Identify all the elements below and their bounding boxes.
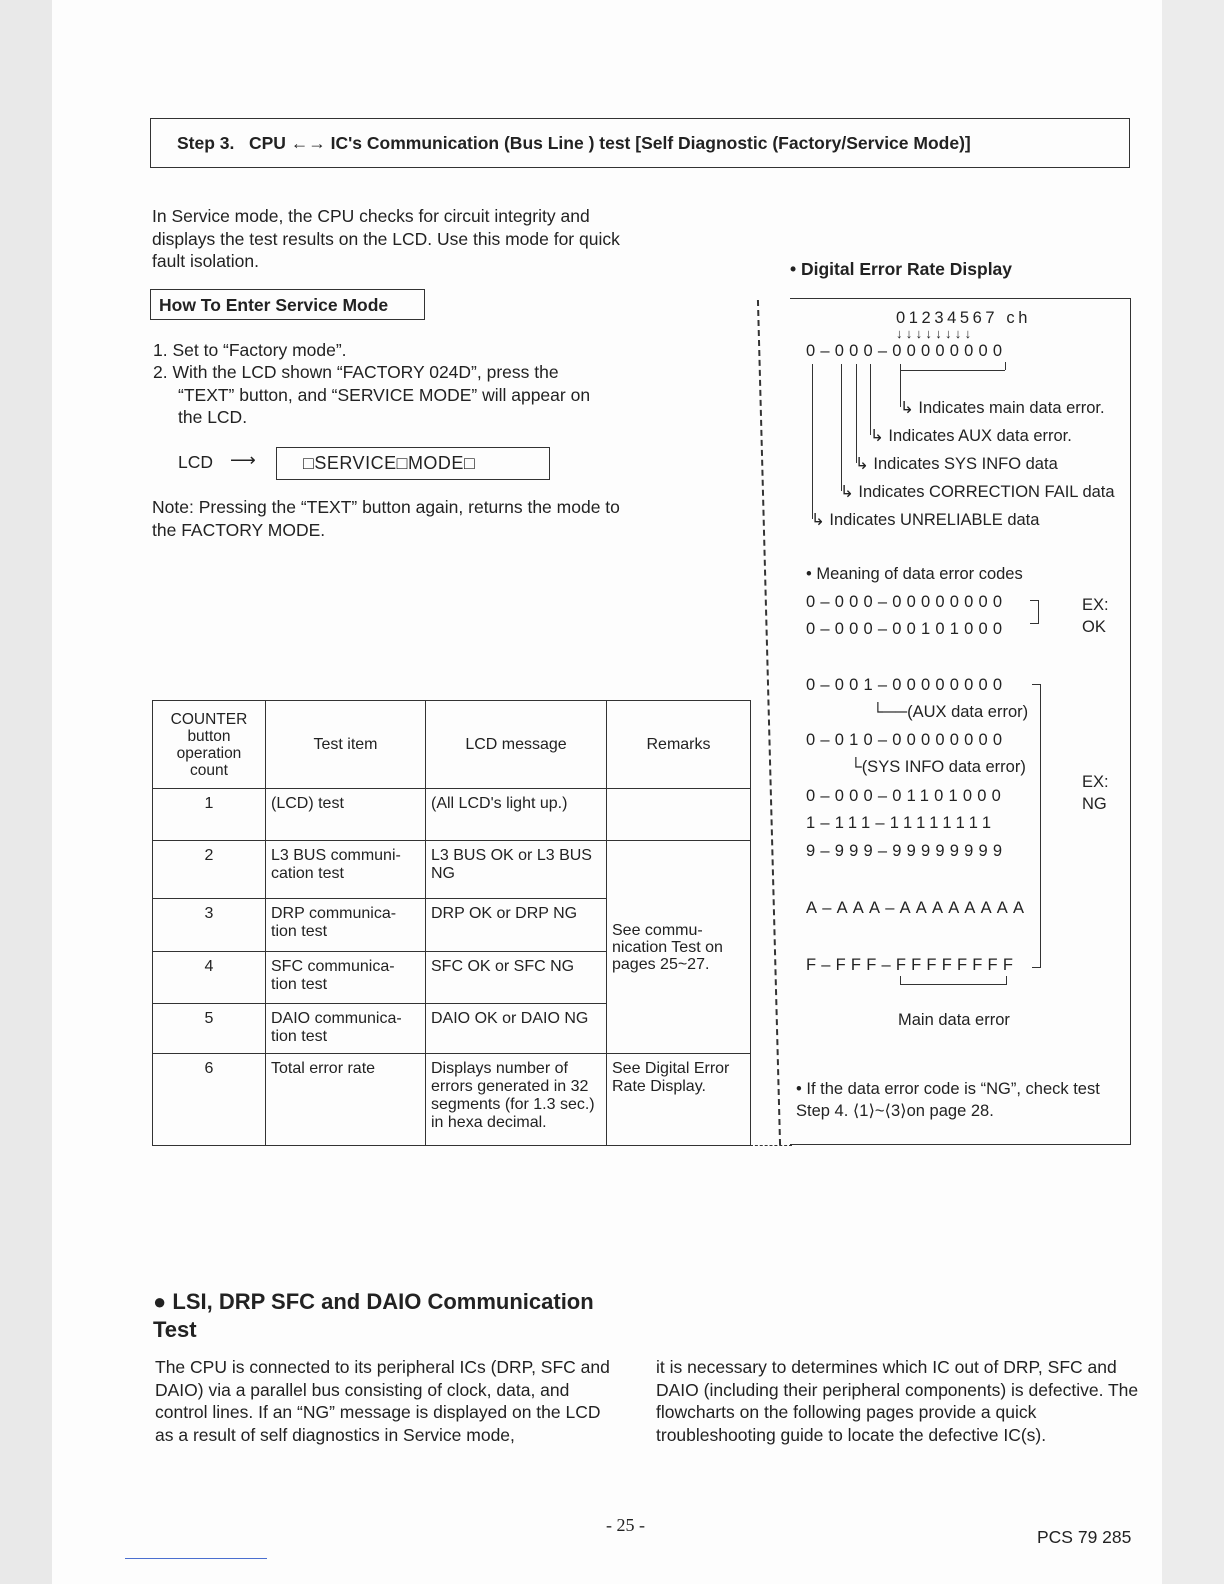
ng-code: 0–001–00000000 (806, 676, 1008, 694)
enter-heading: How To Enter Service Mode (159, 295, 389, 315)
ng-code: A–AAA–AAAAAAAA (806, 899, 1030, 917)
indicates-main: ↳ Indicates main data error. (900, 399, 1105, 417)
intro-text: In Service mode, the CPU checks for circuit integrity and displays the test results on the LCD. Use this mode for quick fault isolation. (152, 206, 620, 271)
code-format: 0–000–00000000 (806, 342, 1008, 360)
merged-remark: See commu-nication Test on pages 25~27. (607, 841, 751, 1054)
section-title: ● LSI, DRP SFC and DAIO Communication Test (153, 1289, 594, 1342)
step-title-box (150, 118, 1130, 168)
ng-code: 1–111–11111111 (806, 814, 997, 832)
section-text-left: The CPU is connected to its peripheral ICs (DRP, SFC and DAIO) via a parallel bus consisting of clock, data, and control lines. If an “NG” message is displayed on the LCD as a result of self diagnostics in Service mode, (155, 1357, 610, 1445)
channel-arrows: ↓↓↓↓↓↓↓↓ (896, 326, 975, 341)
main-error-label: Main data error (898, 1011, 1010, 1029)
row-msg: L3 BUS OK or L3 BUS NG (426, 841, 607, 899)
lcd-display-box (276, 447, 550, 480)
row-count: 5 (153, 1004, 266, 1054)
page-number: - 25 - (606, 1515, 645, 1535)
section-text-right: it is necessary to determines which IC out of DRP, SFC and DAIO (including their peripheral components) is defective. The flowcharts on the following pages provide a quick troubleshooting guide to locate the defective IC(s). (656, 1357, 1139, 1445)
indicates-unreliable: ↳ Indicates UNRELIABLE data (811, 511, 1040, 529)
row-msg: SFC OK or SFC NG (426, 952, 607, 1004)
row-msg: Displays number of errors generated in 32 segments (for 1.3 sec.) in hexa decimal. (426, 1054, 607, 1146)
step-2-cont2: the LCD. (178, 407, 248, 427)
row-item: DRP communica-tion test (266, 899, 426, 952)
row-count: 3 (153, 899, 266, 952)
digital-error-heading: • Digital Error Rate Display (790, 259, 1013, 279)
blue-line (125, 1558, 267, 1559)
dashed-connector-bottom (750, 1145, 792, 1146)
row-item: Total error rate (266, 1054, 426, 1146)
dashed-connector (757, 300, 781, 1145)
ok-label: EX: OK (1082, 596, 1109, 636)
aux-note: └──(AUX data error) (872, 703, 1029, 721)
ng-code: 0–000–01101000 (806, 787, 1007, 805)
row-count: 1 (153, 789, 266, 841)
sys-note: └(SYS INFO data error) (850, 758, 1026, 776)
indicates-aux: ↳ Indicates AUX data error. (870, 427, 1072, 445)
row-item: DAIO communica-tion test (266, 1004, 426, 1054)
ng-label: EX: NG (1082, 773, 1109, 813)
scan-edge-right (1162, 0, 1224, 1584)
step-title: Step 3. CPU ←→ IC's Communication (Bus Line ) test [Self Diagnostic (Factory/Service Mode)] (177, 133, 971, 153)
row-remark: See Digital Error Rate Display. (607, 1054, 751, 1146)
row-item: L3 BUS communi-cation test (266, 841, 426, 899)
enter-heading-box (150, 289, 425, 320)
row-item: (LCD) test (266, 789, 426, 841)
header-remarks: Remarks (607, 701, 751, 789)
ng-code: 0–010–00000000 (806, 731, 1008, 749)
table-row (153, 789, 751, 841)
row-msg: DAIO OK or DAIO NG (426, 1004, 607, 1054)
table-row (153, 841, 751, 899)
lcd-display: □SERVICE□MODE□ (303, 453, 476, 473)
table-row (153, 1054, 751, 1146)
row-item: SFC communica-tion test (266, 952, 426, 1004)
header-lcd-message: LCD message (426, 701, 607, 789)
ng-code: F–FFF–FFFFFFFF (806, 956, 1019, 974)
note-text: Note: Pressing the “TEXT” button again, returns the mode to the FACTORY MODE. (152, 497, 620, 540)
header-count: COUNTER button operation count (153, 701, 266, 789)
indicates-sys-info: ↳ Indicates SYS INFO data (855, 455, 1058, 473)
ok-code: 0–000–00101000 (806, 620, 1008, 638)
indicates-correction-fail: ↳ Indicates CORRECTION FAIL data (840, 483, 1115, 501)
arrow-icon: ⟶ (230, 450, 256, 470)
header-test-item: Test item (266, 701, 426, 789)
step-1: 1. Set to “Factory mode”. (153, 340, 347, 360)
ok-code: 0–000–00000000 (806, 593, 1008, 611)
row-msg: DRP OK or DRP NG (426, 899, 607, 952)
ng-code: 9–999–99999999 (806, 842, 1008, 860)
check-note: • If the data error code is “NG”, check test Step 4. ⟨1⟩~⟨3⟩on page 28. (796, 1080, 1100, 1120)
channel-labels: 01234567 ch (896, 309, 1032, 327)
test-table (152, 700, 751, 1146)
row-msg: (All LCD's light up.) (426, 789, 607, 841)
doc-code: PCS 79 285 (1037, 1527, 1132, 1547)
row-count: 6 (153, 1054, 266, 1146)
meaning-heading: • Meaning of data error codes (806, 565, 1023, 583)
scan-edge-left (0, 0, 52, 1584)
step-2-cont: “TEXT” button, and “SERVICE MODE” will appear on (178, 385, 591, 405)
row-count: 2 (153, 841, 266, 899)
step-2: 2. With the LCD shown “FACTORY 024D”, press the (153, 362, 559, 382)
row-count: 4 (153, 952, 266, 1004)
lcd-label: LCD (178, 452, 214, 472)
